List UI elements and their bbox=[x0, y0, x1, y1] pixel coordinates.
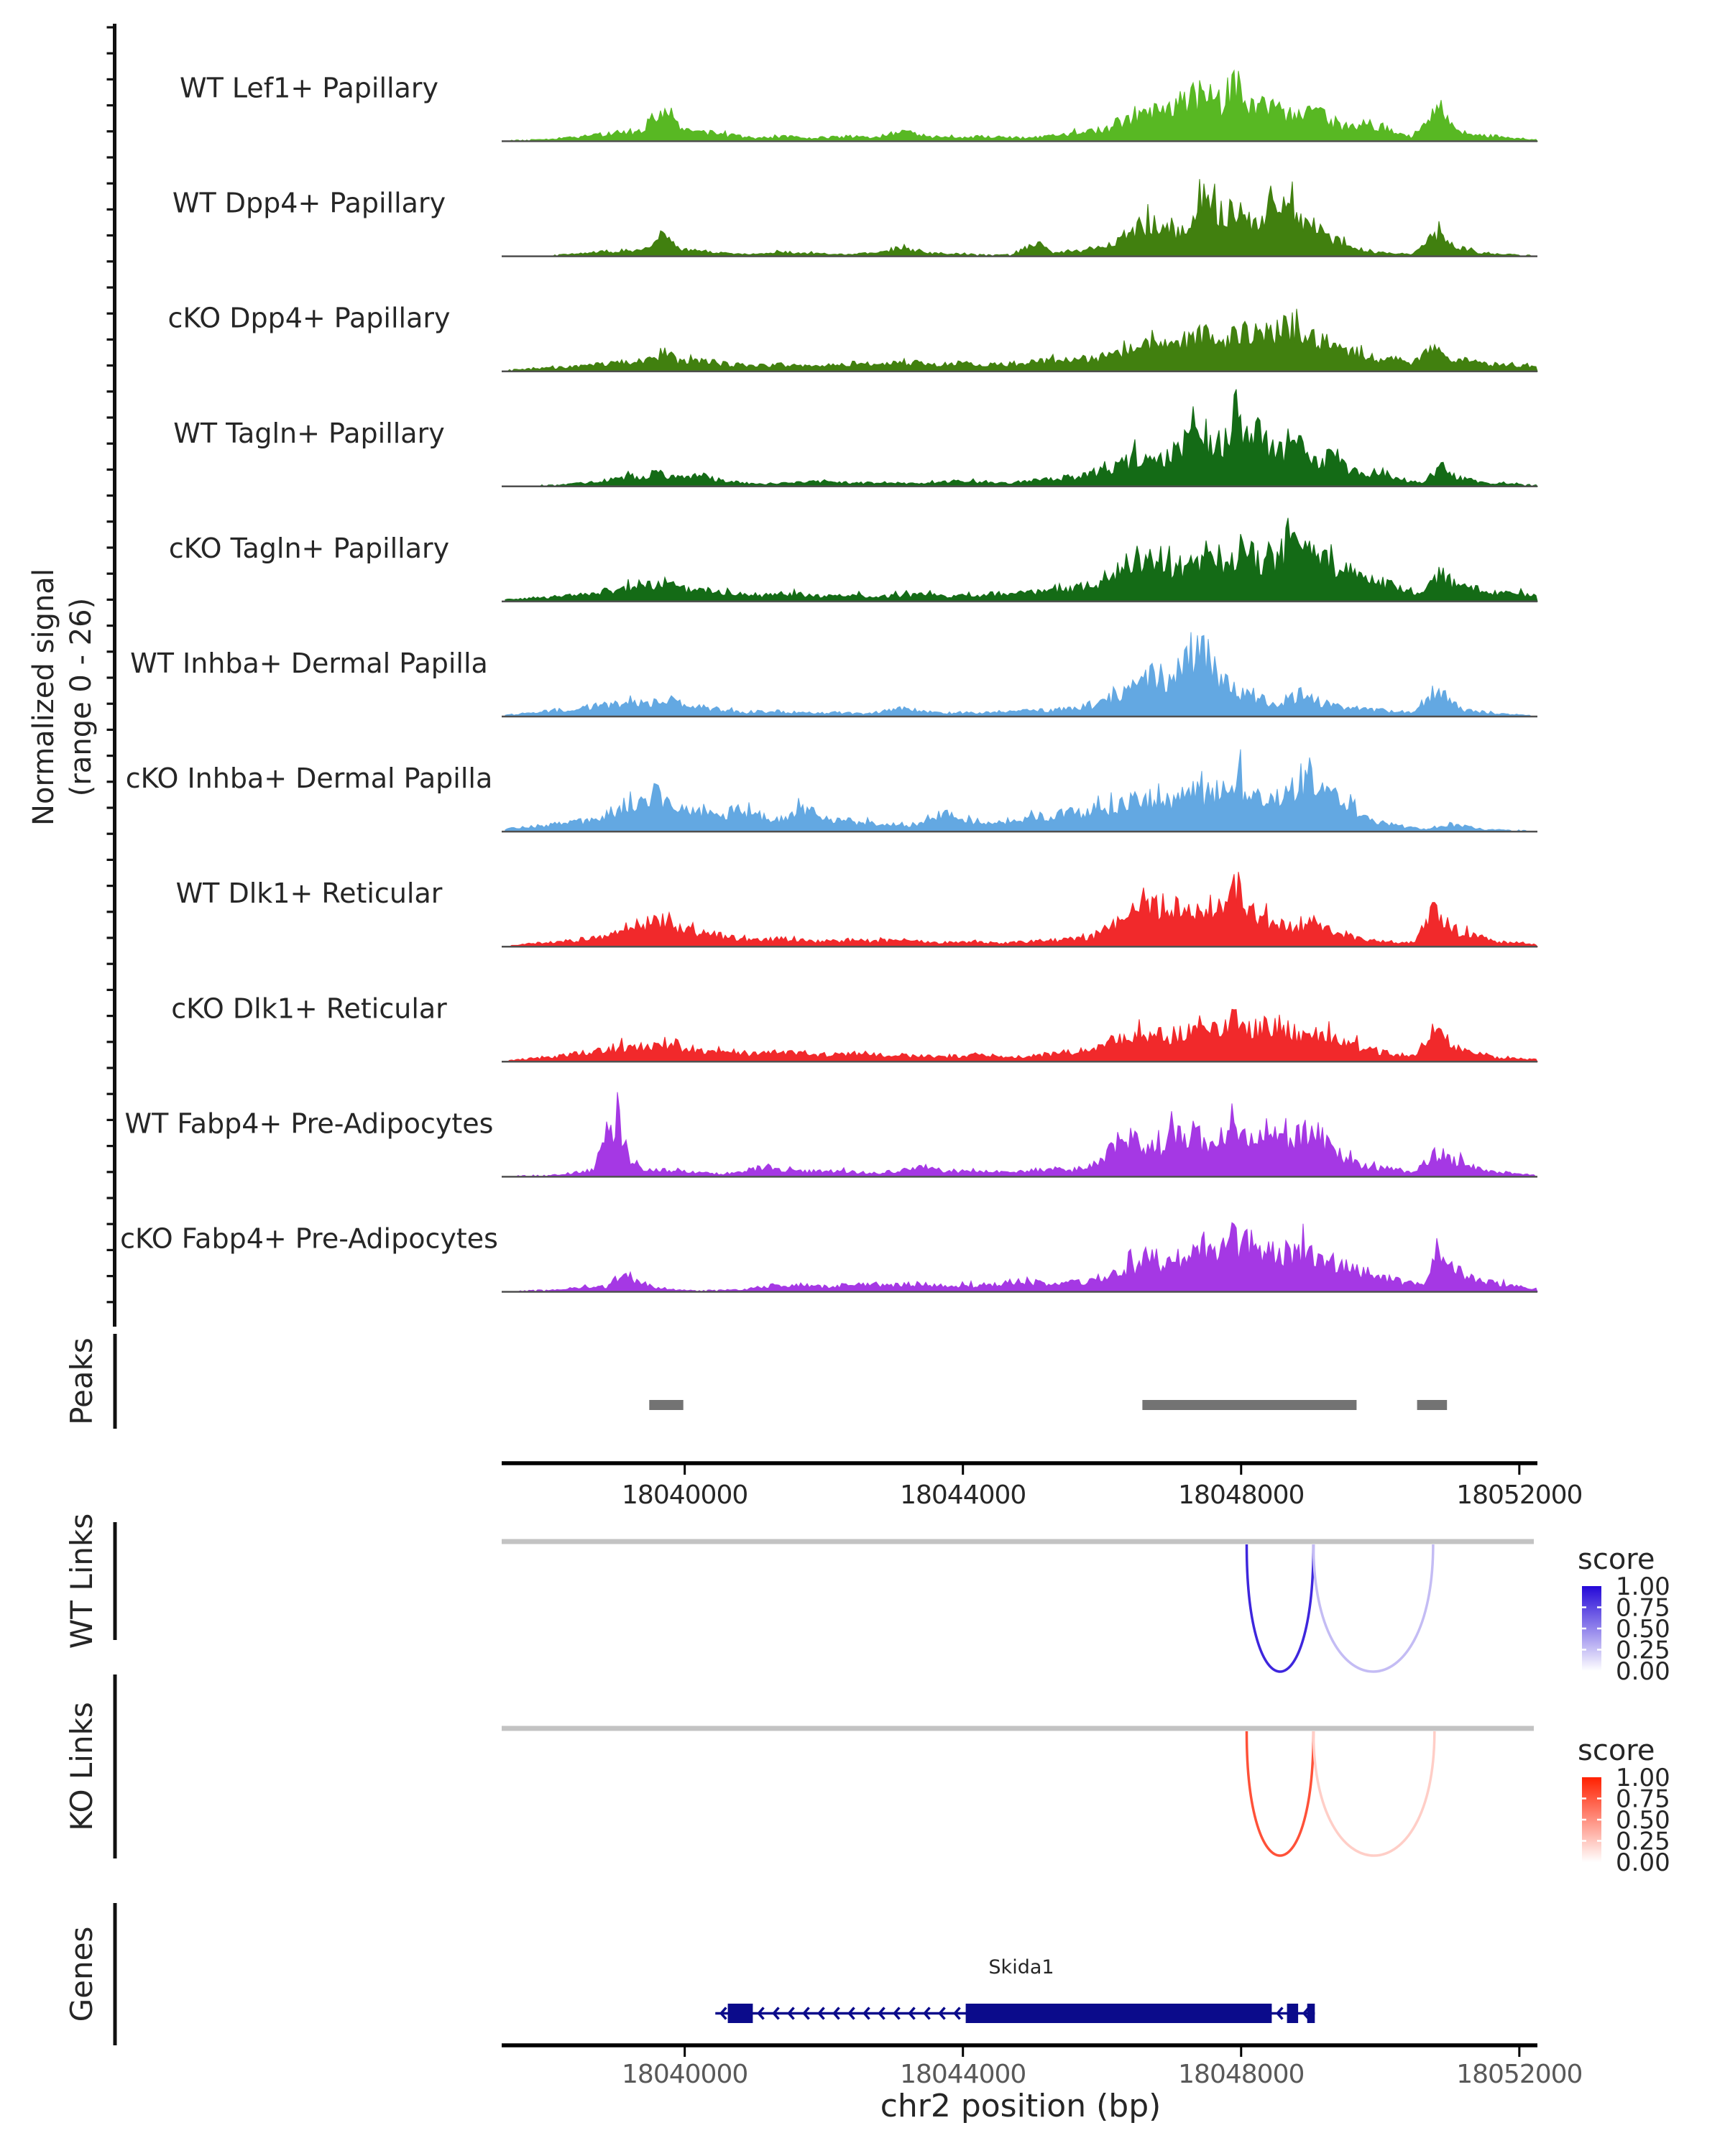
track-label: cKO Dlk1+ Reticular bbox=[171, 992, 447, 1025]
coverage-signal bbox=[505, 309, 1537, 372]
track-label: WT Tagln+ Papillary bbox=[173, 417, 445, 449]
track-label: cKO Dpp4+ Papillary bbox=[167, 302, 451, 334]
coverage-track bbox=[173, 390, 1537, 487]
section-label-peaks: Peaks bbox=[64, 1337, 99, 1425]
genomic-axis-bottom bbox=[502, 2045, 1582, 2124]
coverage-track bbox=[176, 872, 1537, 946]
section-label-ko-links: KO Links bbox=[64, 1702, 99, 1831]
genomic-axis-tick-label: 18044000 bbox=[900, 1480, 1026, 1510]
score-legend-tick-label: 1.00 bbox=[1616, 1572, 1670, 1601]
normalized-signal-axis bbox=[107, 24, 115, 1327]
genomic-axis-tick-label: 18048000 bbox=[1178, 2060, 1305, 2089]
score-legend-tick-label: 0.50 bbox=[1616, 1806, 1670, 1835]
coverage-track bbox=[169, 518, 1537, 602]
link-arc bbox=[1247, 1544, 1314, 1672]
coverage-signal bbox=[505, 1092, 1537, 1177]
coverage-track bbox=[180, 70, 1537, 141]
ko-links-panel bbox=[115, 1674, 1670, 1877]
gene-track bbox=[115, 1903, 1315, 2045]
track-label: WT Dpp4+ Papillary bbox=[172, 187, 446, 219]
y-axis-label-line2: (range 0 - 26) bbox=[65, 597, 98, 797]
coverage-track bbox=[120, 1222, 1537, 1291]
gene-exon bbox=[728, 2004, 753, 2023]
coverage-track bbox=[130, 632, 1537, 717]
coverage-track bbox=[172, 179, 1537, 256]
genomic-axis-tick-label: 18044000 bbox=[900, 2060, 1026, 2089]
score-legend-tick-label: 0.75 bbox=[1616, 1784, 1670, 1814]
y-axis-label-line1: Normalized signal bbox=[27, 568, 60, 826]
track-label: WT Dlk1+ Reticular bbox=[175, 877, 443, 910]
coverage-signal bbox=[505, 390, 1537, 487]
gene-exon bbox=[1307, 2004, 1315, 2023]
coverage-track bbox=[171, 992, 1537, 1061]
peak-interval bbox=[1142, 1400, 1356, 1410]
coverage-tracks bbox=[120, 70, 1537, 1291]
score-legend-tick-label: 0.25 bbox=[1616, 1636, 1670, 1665]
track-label: WT Inhba+ Dermal Papilla bbox=[130, 648, 488, 679]
link-arc bbox=[1247, 1731, 1314, 1856]
coverage-signal bbox=[505, 518, 1537, 602]
track-label: cKO Tagln+ Papillary bbox=[168, 532, 450, 564]
score-legend-tick-label: 0.50 bbox=[1616, 1615, 1670, 1644]
genomic-axis-tick-label: 18052000 bbox=[1456, 2060, 1583, 2089]
score-legend bbox=[1578, 1734, 1670, 1877]
genomic-axis-tick-label: 18052000 bbox=[1456, 1480, 1583, 1510]
gene-body bbox=[715, 2004, 1315, 2023]
genomic-axis-title: chr2 position (bp) bbox=[880, 2088, 1162, 2124]
genomic-axis-tick-label: 18048000 bbox=[1178, 1480, 1305, 1510]
coverage-track bbox=[126, 750, 1537, 831]
track-label: WT Lef1+ Papillary bbox=[180, 72, 438, 104]
coverage-signal bbox=[505, 872, 1537, 946]
coverage-signal bbox=[505, 750, 1537, 831]
genomic-axis-tick-label: 18040000 bbox=[622, 1480, 748, 1510]
score-legend-tick-label: 0.25 bbox=[1616, 1827, 1670, 1856]
score-legend-title: score bbox=[1578, 1734, 1655, 1767]
track-label: WT Fabp4+ Pre-Adipocytes bbox=[124, 1107, 494, 1140]
link-arc bbox=[1313, 1731, 1434, 1856]
coverage-track bbox=[125, 1092, 1537, 1177]
links-panels bbox=[115, 1522, 1670, 1877]
coverage-signal bbox=[505, 632, 1537, 717]
link-arc bbox=[1313, 1544, 1433, 1672]
section-label-genes: Genes bbox=[64, 1926, 99, 2022]
coverage-signal bbox=[505, 179, 1537, 256]
genomic-axis-top bbox=[502, 1463, 1582, 1510]
wt-links-panel bbox=[115, 1522, 1670, 1686]
coverage-signal bbox=[505, 1222, 1537, 1291]
section-label-wt-links: WT Links bbox=[64, 1513, 99, 1649]
genomic-axis-tick-label: 18040000 bbox=[622, 2060, 748, 2089]
score-legend-title: score bbox=[1578, 1543, 1655, 1576]
peak-interval bbox=[649, 1400, 683, 1410]
gene-exon bbox=[966, 2004, 1272, 2023]
track-label: cKO Inhba+ Dermal Papilla bbox=[125, 763, 493, 795]
score-legend bbox=[1578, 1543, 1670, 1686]
score-legend-tick-label: 0.00 bbox=[1616, 1657, 1670, 1686]
score-legend-tick-label: 0.00 bbox=[1616, 1848, 1670, 1877]
gene-exon bbox=[1287, 2004, 1299, 2023]
coverage-signal bbox=[505, 1009, 1537, 1061]
score-legend-tick-label: 1.00 bbox=[1616, 1764, 1670, 1792]
track-label: cKO Fabp4+ Pre-Adipocytes bbox=[120, 1222, 498, 1255]
coverage-signal bbox=[505, 70, 1537, 141]
peaks-track bbox=[115, 1334, 1447, 1429]
gene-name-label: Skida1 bbox=[988, 1956, 1054, 1978]
peak-interval bbox=[1417, 1400, 1448, 1410]
coverage-track bbox=[167, 303, 1537, 372]
score-legend-tick-label: 0.75 bbox=[1616, 1593, 1670, 1623]
